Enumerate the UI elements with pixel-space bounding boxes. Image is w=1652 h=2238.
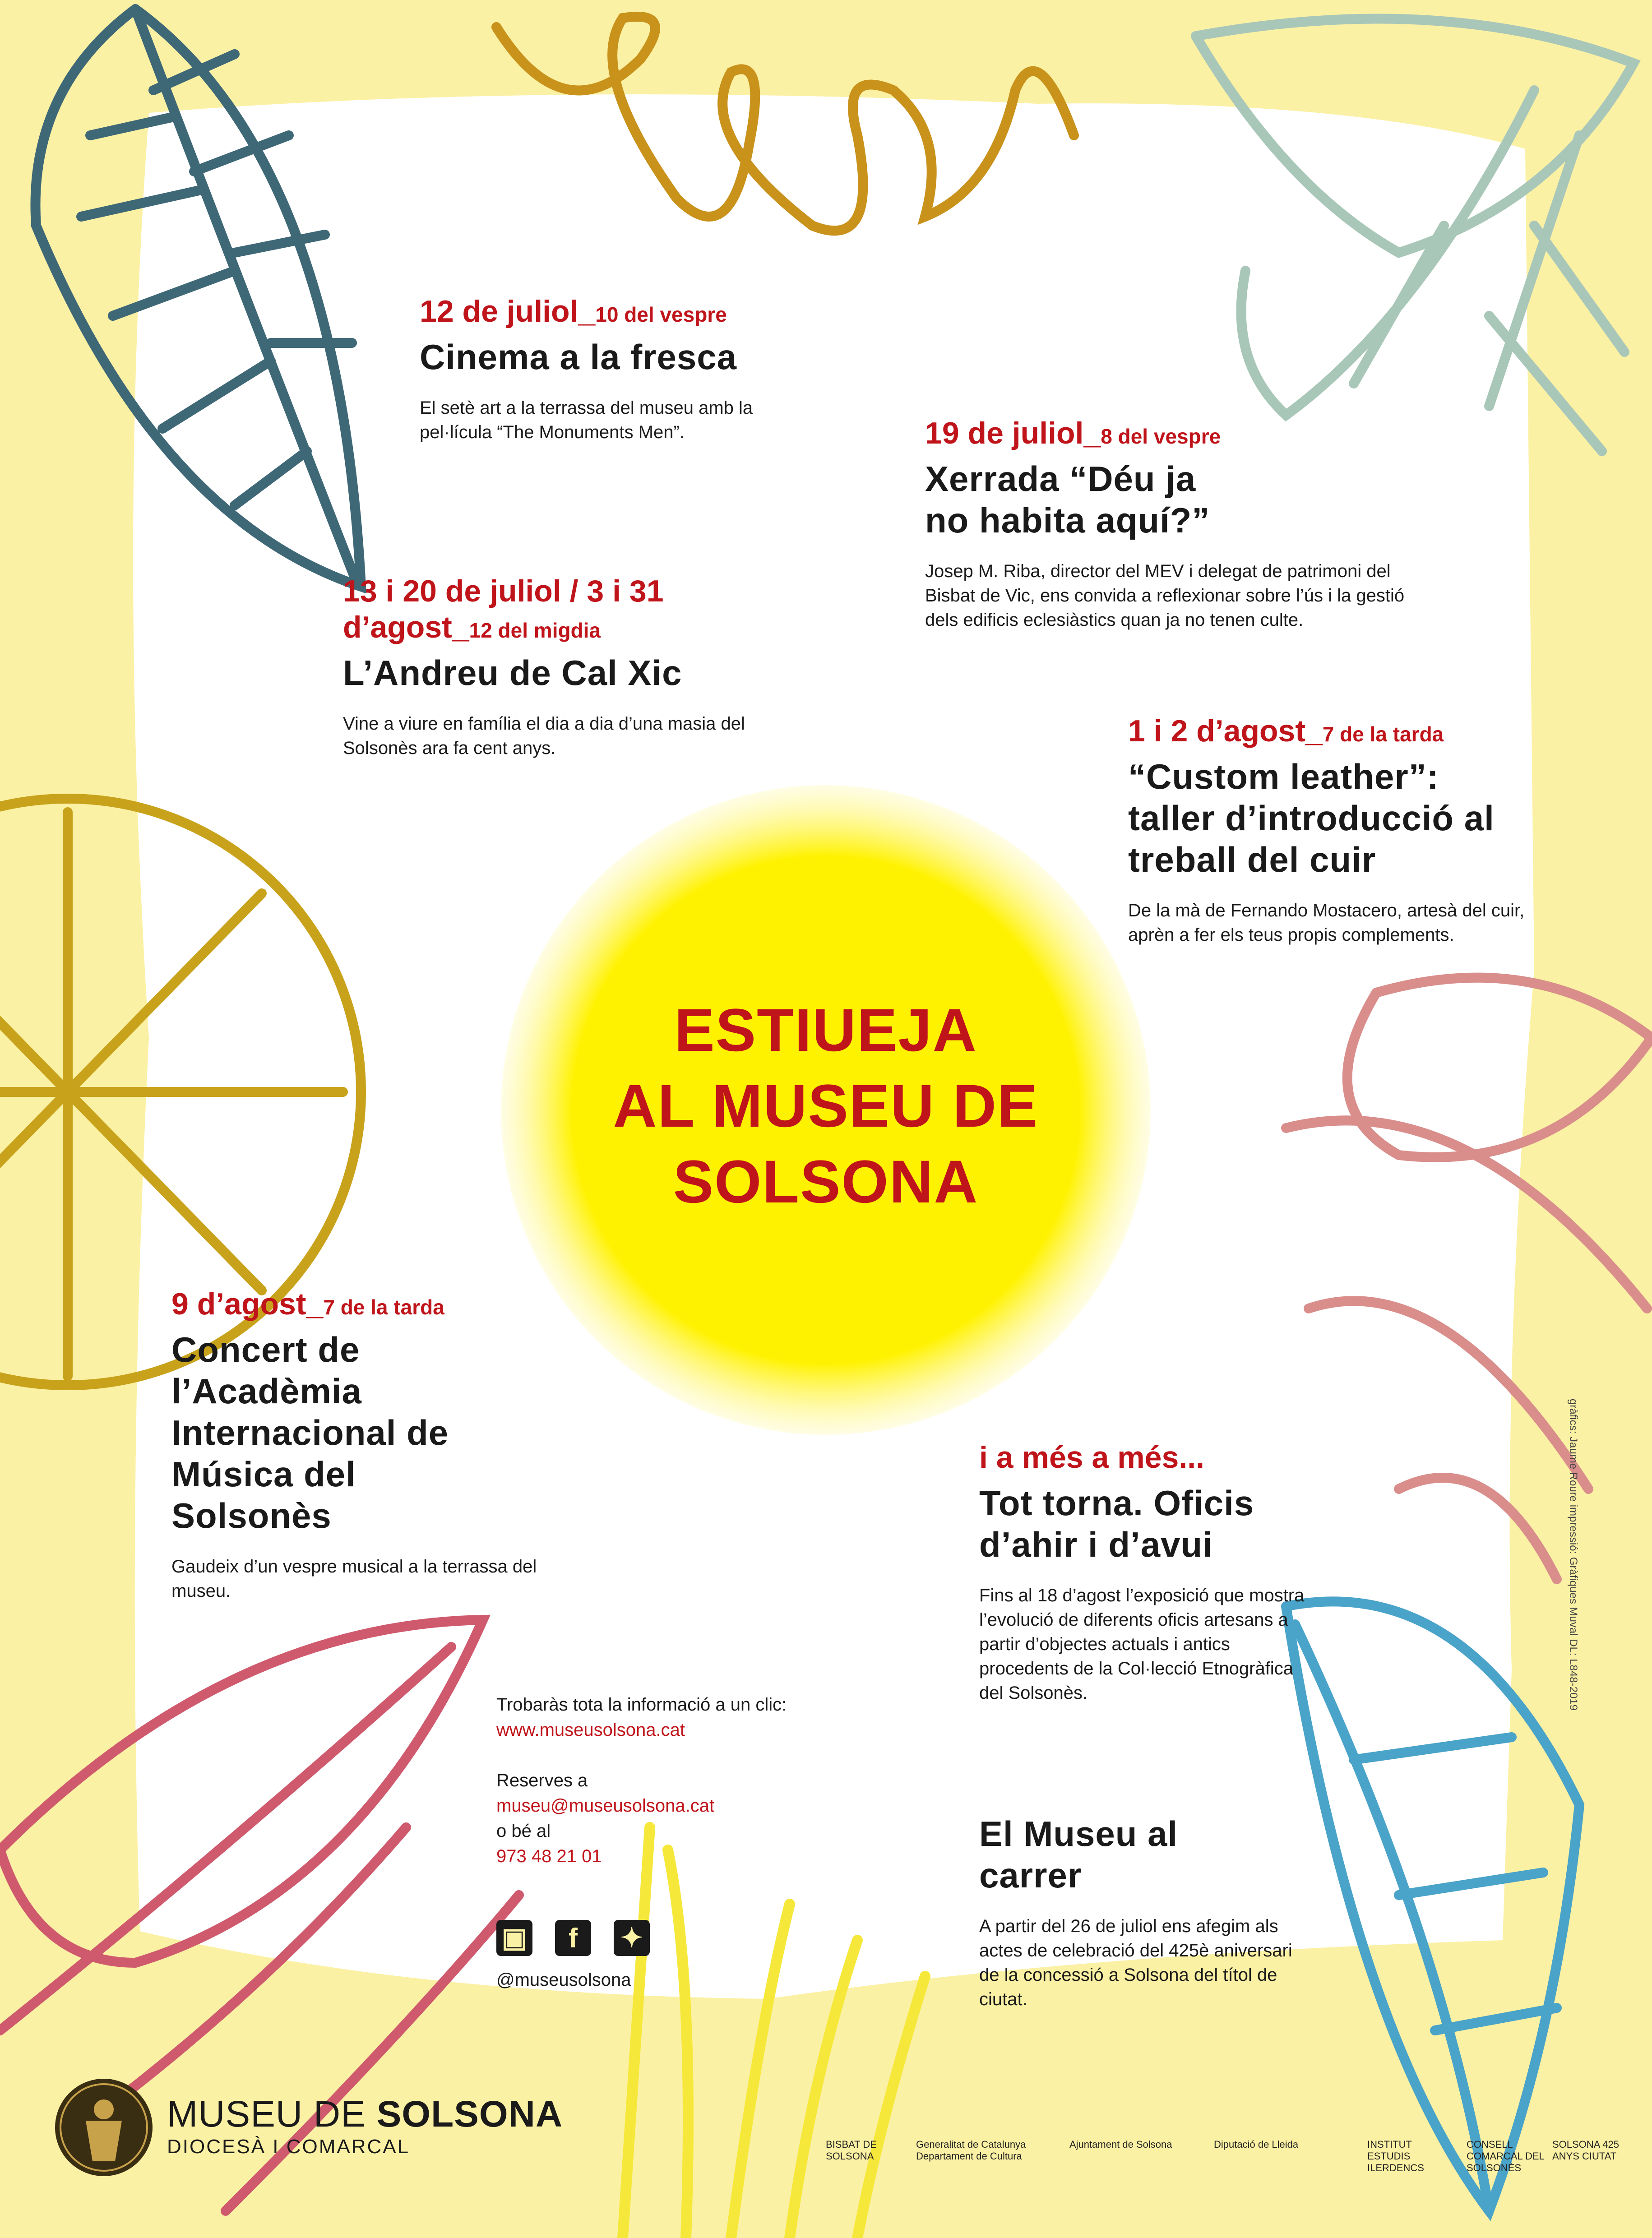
event-description: Josep M. Riba, director del MEV i delegat de patrimoni del Bisbat de Vic, ens convida a reflexionar sobre l’ús i la gestió dels edificis eclesiàstics quan ja no tenen culte. bbox=[925, 561, 1405, 630]
social-icons bbox=[496, 1920, 650, 1956]
headline-line: ESTIUEJA bbox=[674, 997, 977, 1064]
headline-line: SOLSONA bbox=[673, 1148, 979, 1216]
social-handle[interactable]: @museusolsona bbox=[496, 1970, 631, 1990]
website-link[interactable]: www.museusolsona.cat bbox=[496, 1720, 685, 1740]
event-time: 7 de la tarda bbox=[323, 1295, 444, 1319]
event-custom-leather bbox=[1128, 713, 1534, 947]
event-date: 19 de juliol_ bbox=[925, 416, 1101, 450]
event-title: Xerrada “Déu ja no habita aquí?” bbox=[925, 459, 1210, 540]
logo-subtitle: DIOCESÀ I COMARCAL bbox=[167, 2136, 410, 2158]
event-description: Fins al 18 d’agost l’exposició que mostra l’evolució de diferents oficis artesans a partir d’objectes actuals i antics procedents de la Col·lecció Etnogràfica del Solsonès. bbox=[979, 1586, 1305, 1703]
info-block bbox=[496, 1692, 857, 1869]
museum-logo bbox=[167, 2094, 563, 2159]
instagram-icon[interactable]: ▣ bbox=[496, 1920, 532, 1956]
info-text: o bé al bbox=[496, 1821, 551, 1841]
event-date: 13 i 20 de juliol / 3 i 31 d’agost_ bbox=[343, 574, 664, 644]
event-title: Concert de l’Acadèmia Internacional de Música del Solsonès bbox=[171, 1330, 449, 1535]
event-title: Cinema a la fresca bbox=[420, 337, 737, 377]
event-description: Gaudeix d’un vespre musical a la terrassa del museu. bbox=[171, 1557, 537, 1601]
event-title: “Custom leather”: taller d’introducció al treball del cuir bbox=[1128, 757, 1495, 879]
event-description: Vine a viure en família el dia a dia d’una masia del Solsonès ara fa cent anys. bbox=[343, 714, 745, 758]
event-time: 12 del migdia bbox=[469, 619, 601, 642]
event-xerrada bbox=[925, 415, 1421, 632]
info-text: Trobaràs tota la informació a un clic: bbox=[496, 1695, 787, 1715]
sponsor-logo: BISBAT DE SOLSONA bbox=[826, 2139, 877, 2162]
event-date: 12 de juliol_ bbox=[420, 294, 596, 328]
print-credits: gràfics: Jaume Roure impressió: Gràfiques Muval DL: L848-2019 bbox=[1567, 1399, 1579, 1711]
event-description: De la mà de Fernando Mostacero, artesà del cuir, aprèn a fer els teus propis complements. bbox=[1128, 901, 1525, 945]
event-title: L’Andreu de Cal Xic bbox=[343, 653, 682, 693]
section-description: A partir del 26 de juliol ens afegim als actes de celebració del 425è aniversari de la concessió a Solsona del títol de ciutat. bbox=[979, 1916, 1292, 2009]
event-time: 7 de la tarda bbox=[1322, 722, 1444, 746]
event-andreu bbox=[343, 573, 794, 760]
headline-line: AL MUSEU DE bbox=[613, 1073, 1039, 1140]
sponsor-logo: Diputació de Lleida bbox=[1214, 2139, 1299, 2150]
info-text: Reserves a bbox=[496, 1771, 588, 1790]
event-title: Tot torna. Oficis d’ahir i d’avui bbox=[979, 1483, 1254, 1564]
twitter-icon[interactable]: ✦ bbox=[614, 1920, 650, 1956]
museum-logo-icon bbox=[52, 2076, 156, 2179]
event-concert bbox=[171, 1286, 551, 1603]
email-link[interactable]: museu@museusolsona.cat bbox=[496, 1796, 715, 1816]
sponsor-logo: Generalitat de Catalunya Departament de Cultura bbox=[916, 2139, 1026, 2162]
event-description: El setè art a la terrassa del museu amb la pel·lícula “The Monuments Men”. bbox=[420, 398, 753, 442]
facebook-icon[interactable]: f bbox=[555, 1920, 591, 1956]
sponsor-logo: CONSELL COMARCAL DEL SOLSONÈS bbox=[1467, 2139, 1544, 2173]
museu-al-carrer bbox=[979, 1809, 1313, 2011]
headline bbox=[560, 993, 1092, 1220]
event-cinema bbox=[420, 293, 826, 444]
event-date: i a més a més... bbox=[979, 1440, 1204, 1475]
section-title: El Museu al carrer bbox=[979, 1814, 1178, 1895]
event-time: 10 del vespre bbox=[595, 303, 727, 326]
phone-number[interactable]: 973 48 21 01 bbox=[496, 1846, 602, 1866]
event-date: 1 i 2 d’agost_ bbox=[1128, 714, 1323, 748]
event-date: 9 d’agost_ bbox=[171, 1287, 324, 1321]
sponsor-logo: INSTITUT ESTUDIS ILERDENCS bbox=[1367, 2139, 1424, 2173]
sponsor-logo: Ajuntament de Solsona bbox=[1069, 2139, 1172, 2150]
logo-name: MUSEU DE bbox=[167, 2094, 377, 2135]
logo-name-bold: SOLSONA bbox=[376, 2094, 563, 2135]
event-tot-torna bbox=[979, 1439, 1313, 1705]
sponsor-logo: SOLSONA 425 ANYS CIUTAT bbox=[1552, 2139, 1619, 2162]
event-time: 8 del vespre bbox=[1101, 425, 1221, 448]
